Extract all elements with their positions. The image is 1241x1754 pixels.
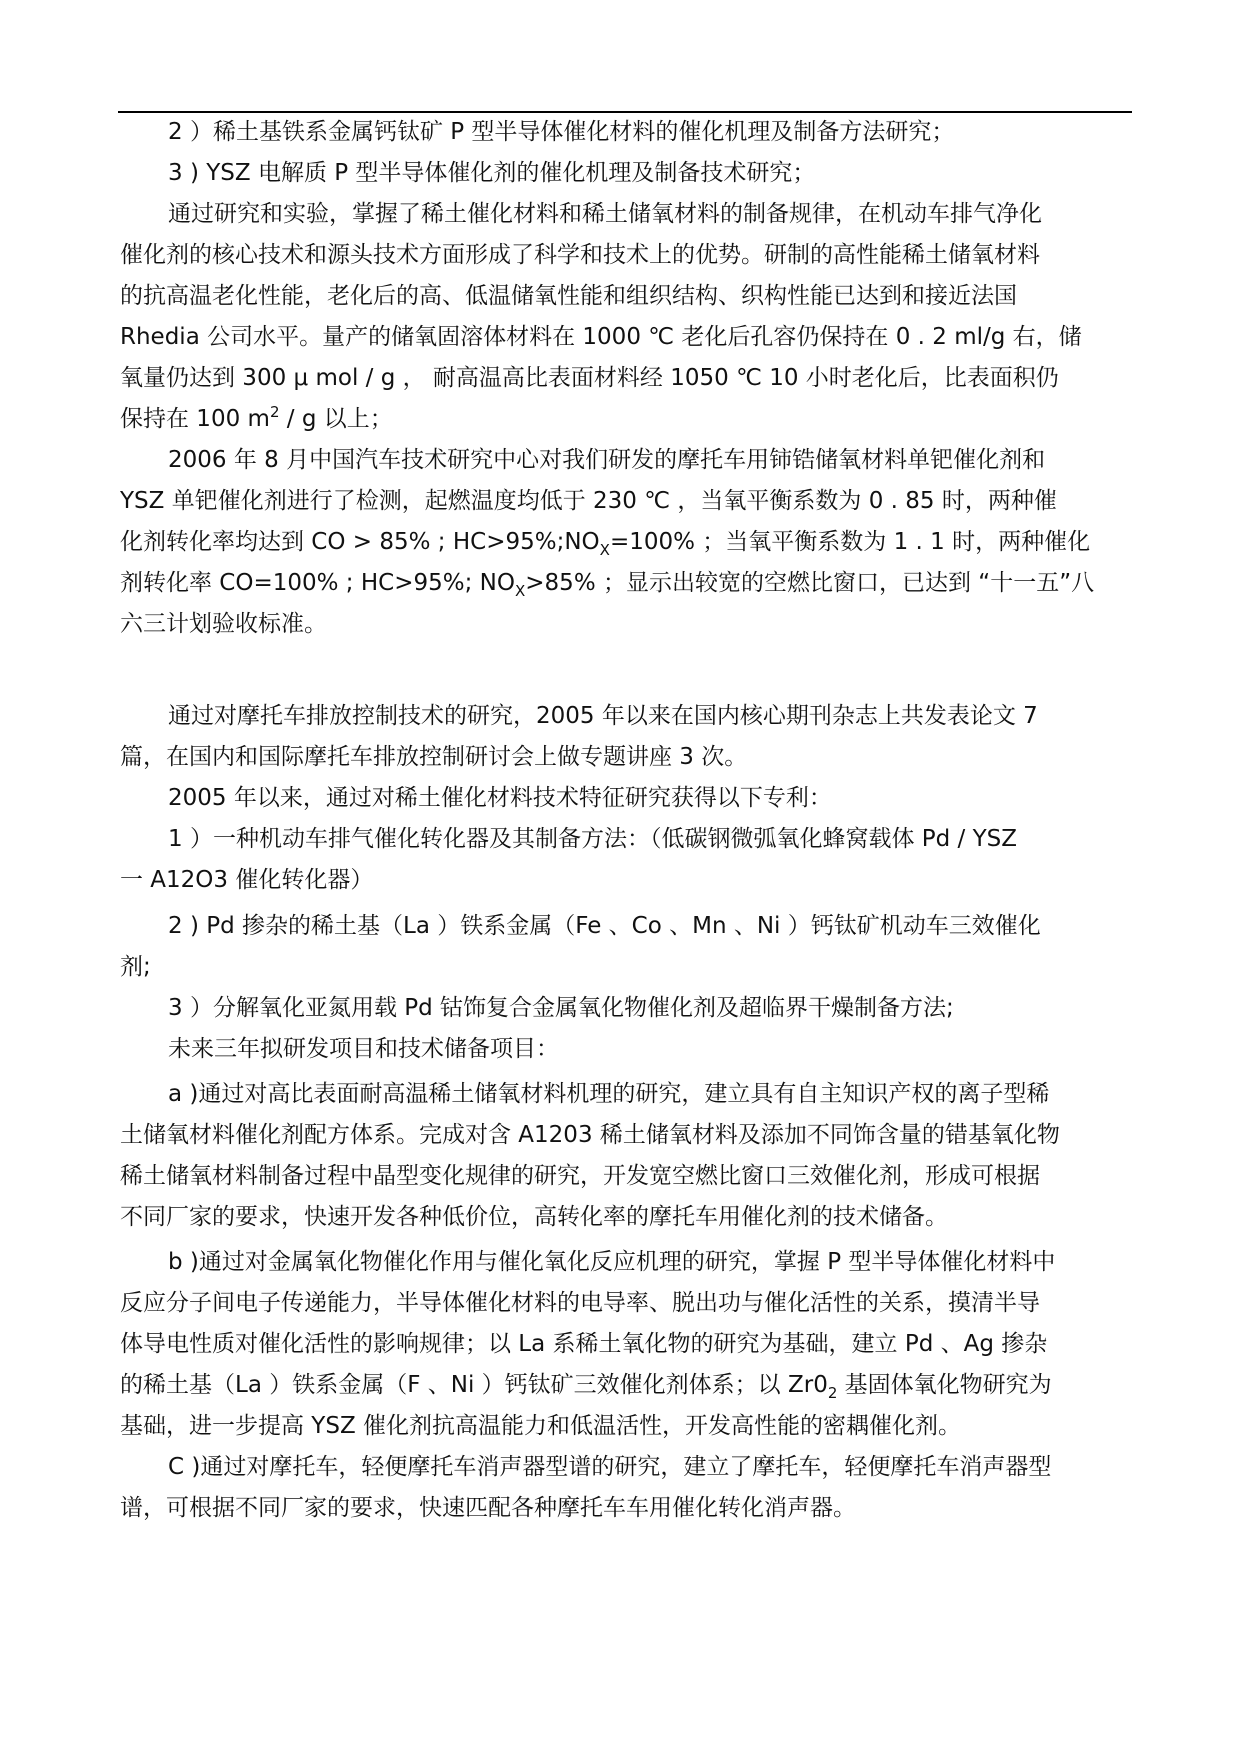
text-line: 体导电性质对催化活性的影响规律；以 La 系稀土氧化物的研究为基础，建立 Pd 、Ag 掺杂 — [120, 1331, 1048, 1357]
text-segment: =100% ；当氧平衡系数为 1 . 1 时，两种催化 — [609, 529, 1091, 555]
text-line: 土储氧材料催化剂配方体系。完成对含 A1203 稀土储氧材料及添加不同饰含量的错基氧化物 — [120, 1122, 1060, 1148]
text-line: 不同厂家的要求，快速开发各种低价位，高转化率的摩托车用催化剂的技术储备。 — [120, 1204, 948, 1230]
text-line-with-subscript — [120, 526, 1090, 560]
text-line: 反应分子间电子传递能力，半导体催化材料的电导率、脱出功与催化活性的关系，摸清半导 — [120, 1290, 1040, 1316]
text-line-with-subscript — [120, 567, 1094, 601]
header-rule — [118, 111, 1132, 113]
text-line: Rhedia 公司水平。量产的储氧固溶体材料在 1000 ℃ 老化后孔容仍保持在 0 . 2 ml/g 右，储 — [120, 324, 1082, 350]
subscript: 2 — [827, 1384, 838, 1402]
text-line: 1 ）一种机动车排气催化转化器及其制备方法：（低碳钢微弧氧化蜂窝载体 Pd / YSZ — [168, 826, 1018, 852]
text-line: 2005 年以来，通过对稀土催化材料技术特征研究获得以下专利： — [168, 785, 832, 811]
text-segment: 保持在 100 m — [120, 406, 270, 432]
text-line: b )通过对金属氧化物催化作用与催化氧化反应机理的研究，掌握 P 型半导体催化材料中 — [168, 1249, 1056, 1275]
text-line: YSZ 单钯催化剂进行了检测，起燃温度均低于 230 ℃ ，当氧平衡系数为 0 . 85 时，两种催 — [120, 488, 1057, 514]
text-line-with-subscript — [120, 1369, 1052, 1403]
text-line-with-superscript — [120, 403, 393, 437]
text-segment: 化剂转化率均达到 CO > 85% ; HC>95%;NO — [120, 529, 600, 555]
text-line: 剂; — [120, 954, 151, 980]
text-segment: 剂转化率 CO=100% ; HC>95%; NO — [120, 570, 515, 596]
subscript: X — [599, 541, 610, 559]
text-segment: >85% ；显示出较宽的空燃比窗口，已达到 “十一五”八 — [525, 570, 1095, 596]
text-line: 篇，在国内和国际摩托车排放控制研讨会上做专题讲座 3 次。 — [120, 744, 748, 770]
text-line: a )通过对高比表面耐高温稀土储氧材料机理的研究，建立具有自主知识产权的离子型稀 — [168, 1081, 1050, 1107]
text-line: 基础，进一步提高 YSZ 催化剂抗高温能力和低温活性，开发高性能的密耦催化剂。 — [120, 1413, 962, 1439]
text-line: 2006 年 8 月中国汽车技术研究中心对我们研发的摩托车用铈锆储氧材料单钯催化剂和 — [168, 447, 1046, 473]
text-line: 稀土储氧材料制备过程中晶型变化规律的研究，开发宽空燃比窗口三效催化剂，形成可根据 — [120, 1163, 1040, 1189]
text-line: 的抗高温老化性能，老化后的高、低温储氧性能和组织结构、织构性能已达到和接近法国 — [120, 283, 1017, 309]
text-line: 通过对摩托车排放控制技术的研究，2005 年以来在国内核心期刊杂志上共发表论文 7 — [168, 703, 1038, 729]
text-line: 六三计划验收标准。 — [120, 611, 327, 637]
text-line: 2 ）稀土基铁系金属钙钛矿 P 型半导体催化材料的催化机理及制备方法研究； — [168, 119, 955, 145]
text-segment: / g 以上； — [279, 406, 393, 432]
text-line: 3 ) YSZ 电解质 P 型半导体催化剂的催化机理及制备技术研究； — [168, 160, 816, 186]
text-segment: 基固体氧化物研究为 — [837, 1372, 1052, 1398]
superscript: 2 — [269, 403, 280, 421]
text-line: 3 ）分解氧化亚氮用载 Pd 钴饰复合金属氧化物催化剂及超临界干燥制备方法; — [168, 995, 954, 1021]
subscript: X — [515, 582, 526, 600]
text-segment: 的稀土基（La ）铁系金属（F 、Ni ）钙钛矿三效催化剂体系；以 Zr0 — [120, 1372, 828, 1398]
text-line: 未来三年拟研发项目和技术储备项目： — [168, 1036, 559, 1062]
text-line: 氧量仍达到 300 μ mol / g ， 耐高温高比表面材料经 1050 ℃ 10 小时老化后，比表面积仍 — [120, 365, 1059, 391]
text-line: 一 A12O3 催化转化器） — [120, 867, 374, 893]
text-line: 催化剂的核心技术和源头技术方面形成了科学和技术上的优势。研制的高性能稀土储氧材料 — [120, 242, 1040, 268]
text-line: 通过研究和实验，掌握了稀土催化材料和稀土储氧材料的制备规律，在机动车排气净化 — [168, 201, 1042, 227]
text-line: 2 ) Pd 掺杂的稀土基（La ）铁系金属（Fe 、Co 、Mn 、Ni ）钙钛矿机动车三效催化 — [168, 913, 1041, 939]
text-line: C )通过对摩托车，轻便摩托车消声器型谱的研究，建立了摩托车，轻便摩托车消声器型 — [168, 1454, 1052, 1480]
text-line: 谱，可根据不同厂家的要求，快速匹配各种摩托车车用催化转化消声器。 — [120, 1495, 856, 1521]
